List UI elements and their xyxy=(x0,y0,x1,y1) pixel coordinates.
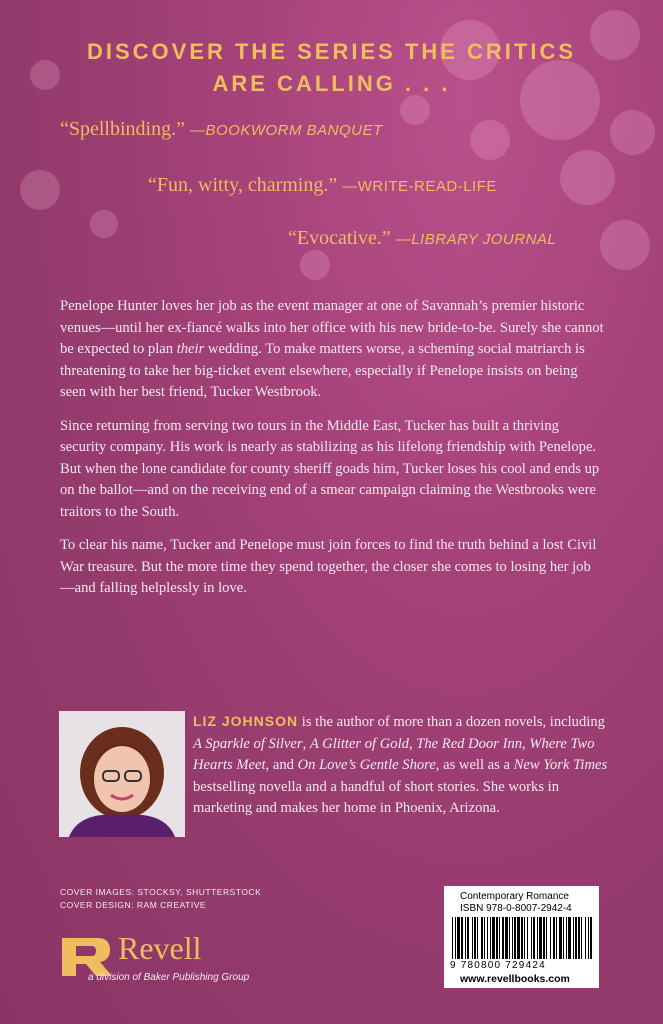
barcode-bar xyxy=(481,917,483,959)
barcode-bar xyxy=(492,917,495,959)
barcode-bar xyxy=(521,917,523,959)
barcode-bar xyxy=(581,917,582,959)
barcode-bar xyxy=(457,917,460,959)
barcode-bar xyxy=(467,917,469,959)
book-blurb xyxy=(60,296,605,600)
barcode-bar xyxy=(452,917,453,959)
barcode-bar xyxy=(531,917,532,959)
barcode-bar xyxy=(487,917,488,959)
publisher-tagline: a division of Baker Publishing Group xyxy=(88,972,250,983)
barcode-bar xyxy=(477,917,478,959)
genre-label: Contemporary Romance xyxy=(460,891,569,902)
barcode-label xyxy=(444,886,599,988)
quote-fun-witty: “Fun, witty, charming.” —WRITE-READ-LIFE xyxy=(148,174,497,196)
barcode-bar xyxy=(575,917,577,959)
author-name: LIZ JOHNSON xyxy=(193,713,299,729)
blurb-paragraph-2: Since returning from serving two tours in the Middle East, Tucker has built a thriving security company. His work is nearly as stabilizing as his lifelong friendship with Penelope. But when the lone candidate for county sheriff goads him, Tucker loses his cool and ends up on the ballot—and on the receiving end of a smear campaign claiming the Westbrooks were traitors to the South. xyxy=(60,417,600,520)
barcode-bar xyxy=(527,917,528,959)
barcode-bar xyxy=(585,917,586,959)
barcode-bar xyxy=(578,917,580,959)
isbn-text: ISBN 978-0-8007-2942-4 xyxy=(460,903,572,914)
barcode-bar xyxy=(499,917,500,959)
barcode-bar xyxy=(461,917,463,959)
barcode-bar xyxy=(474,917,476,959)
publisher-url: www.revellbooks.com xyxy=(460,973,570,985)
barcode-bar xyxy=(455,917,456,959)
barcode-bar xyxy=(588,917,589,959)
barcode-bar xyxy=(517,917,520,959)
blurb-paragraph-3: To clear his name, Tucker and Penelope must join forces to find the truth behind a lost Civil War treasure. But the more time they spend together, the closer she comes to losing her job—and falling helplessly in love. xyxy=(60,537,597,596)
barcode-bar xyxy=(533,917,535,959)
barcode-bar xyxy=(573,917,574,959)
barcode-bar xyxy=(566,917,567,959)
quote-evocative: “Evocative.” —LIBRARY JOURNAL xyxy=(288,227,557,249)
barcode-bar xyxy=(556,917,557,959)
barcode-bar xyxy=(509,917,510,959)
barcode-bar xyxy=(472,917,473,959)
revell-logo xyxy=(58,930,298,990)
barcode-bar xyxy=(539,917,542,959)
publisher-name: Revell xyxy=(118,930,202,966)
barcode-bar xyxy=(537,917,538,959)
barcode-bar xyxy=(465,917,466,959)
barcode-bar xyxy=(502,917,504,959)
quote-spellbinding: “Spellbinding.” —BOOKWORM BANQUET xyxy=(60,118,383,140)
barcode-bars xyxy=(450,917,593,960)
barcode-bar xyxy=(546,917,547,959)
barcode-bar xyxy=(559,917,562,959)
author-photo xyxy=(59,711,185,837)
barcode-bar xyxy=(484,917,485,959)
barcode-bar xyxy=(514,917,516,959)
barcode-bar xyxy=(505,917,508,959)
barcode-bar xyxy=(590,917,592,959)
barcode-bar xyxy=(490,917,491,959)
barcode-bar xyxy=(553,917,555,959)
barcode-bar xyxy=(496,917,498,959)
blurb-paragraph-1: Penelope Hunter loves her job as the event manager at one of Savannah’s premier historic venues—until her ex-fiancé walks into her office with his new bride-to-be. Surely she cannot be expected to plan their wedding. To make matters worse, a scheming social matriarch is threatening to take her big-ticket event elsewhere, especially if Penelope insists on being seen with her best friend, Tucker Westbrook. xyxy=(60,298,604,400)
barcode-digits: 9 780800 729424 xyxy=(450,960,546,971)
critics-headline: DISCOVER THE SERIES THE CRITICS ARE CALLING . . . xyxy=(86,39,577,96)
author-bio: LIZ JOHNSON is the author of more than a dozen novels, including A Sparkle of Silver, A Glitter of Gold, The Red Door Inn, Where Two Hearts Meet, and On Love’s Gentle Shore, as well as a New York Times bestselling novella and a handful of short stories. She works in marketing and makes her home in Phoenix, Arizona. xyxy=(193,713,608,816)
cover-credits: COVER IMAGES: STOCKSY, SHUTTERSTOCK COVER DESIGN: RAM CREATIVE xyxy=(60,887,262,910)
barcode-bar xyxy=(512,917,513,959)
barcode-bar xyxy=(543,917,545,959)
barcode-bar xyxy=(524,917,525,959)
barcode-bar xyxy=(563,917,564,959)
barcode-bar xyxy=(550,917,551,959)
barcode-bar xyxy=(568,917,571,959)
